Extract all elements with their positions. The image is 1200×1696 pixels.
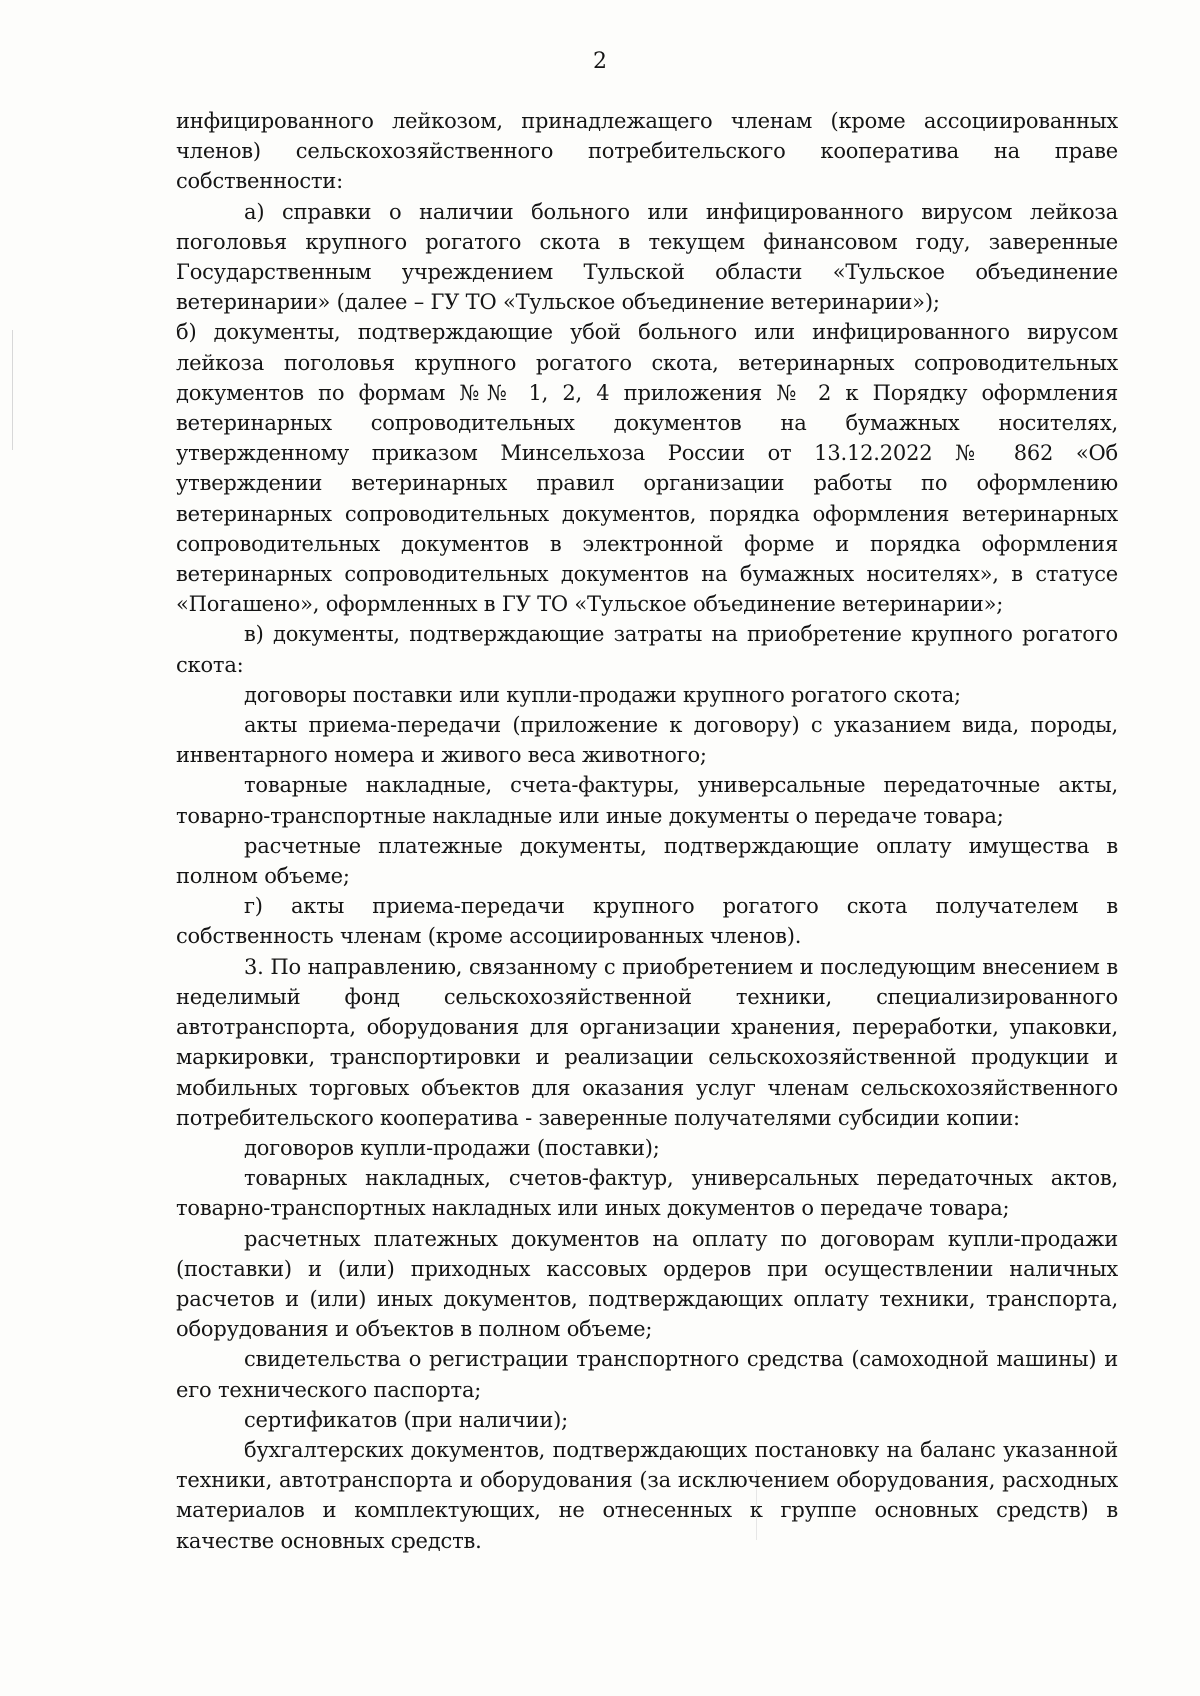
paragraph-registration: свидетельства о регистрации транспортного средства (самоходной машины) и его технического паспорта; xyxy=(176,1347,1118,1402)
paragraph-payment-documents: расчетных платежных документов на оплату по договорам купли-продажи (поставки) и (или) приходных кассовых ордеров при осуществлении наличных расчетов и (или) иных документов, подтверждающих оплату техники, транспорта, оборудования и объектов в полном объеме; xyxy=(176,1226,1118,1342)
paragraph-payments: расчетные платежные документы, подтверждающие оплату имущества в полном объеме; xyxy=(176,833,1118,889)
paragraph-item-g: г) акты приема-передачи крупного рогатого скота получателем в собственность членам (кроме ассоциированных членов). xyxy=(176,894,1118,949)
paragraph-accounting: бухгалтерских документов, подтверждающих постановку на баланс указанной техники, автотранспорта и оборудования (за исключением оборудования, расходных материалов и комплектующих, не отнесенных к группе основных средств) в качестве основных средств. xyxy=(176,1437,1118,1553)
paragraph-item-v: в) документы, подтверждающие затраты на приобретение крупного рогатого скота: xyxy=(176,622,1118,677)
paragraph-certificates: сертификатов (при наличии); xyxy=(244,1407,568,1432)
document-body xyxy=(176,106,1118,1556)
scan-edge-mark xyxy=(12,330,13,450)
paragraph-invoices: товарные накладные, счета-фактуры, универсальные передаточные акты, товарно-транспортные накладные или иные документы о передаче товара; xyxy=(176,773,1118,828)
paragraph-purchase-contracts: договоров купли-продажи (поставки); xyxy=(244,1135,660,1160)
paragraph-item-a: а) справки о наличии больного или инфицированного вирусом лейкоза поголовья крупного рогатого скота в текущем финансовом году, заверенные Государственным учреждением Тульской области «Тульское объединение ветеринарии» (далее – ГУ ТО «Тульское объединение ветеринарии»); xyxy=(176,199,1118,315)
page-number: 2 xyxy=(593,49,607,74)
paragraph-acts: акты приема-передачи (приложение к договору) с указанием вида, породы, инвентарного номера и живого веса животного; xyxy=(176,713,1118,768)
paragraph-item-b: б) документы, подтверждающие убой больного или инфицированного вирусом лейкоза поголовья крупного рогатого скота, ветеринарных сопроводительных документов по формам №№ 1, 2, 4 приложения № 2 к Порядку оформления ветеринарных сопроводительных документов на бумажных носителях, утвержденному приказом Минсельхоза России от 13.12.2022 № 862 «Об утверждении ветеринарных правил организации работы по оформлению ветеринарных сопроводительных документов, порядка оформления ветеринарных сопроводительных документов в электронной форме и порядка оформления ветеринарных сопроводительных документов на бумажных носителях», в статусе «Погашено», оформленных в ГУ ТО «Тульское объединение ветеринарии»; xyxy=(176,320,1118,617)
paragraph-continuation: инфицированного лейкозом, принадлежащего членам (кроме ассоциированных членов) сельскохозяйственного потребительского кооператива на праве собственности: xyxy=(176,109,1118,194)
paragraph-section-3: 3. По направлению, связанному с приобретением и последующим внесением в неделимый фонд сельскохозяйственной техники, специализированного автотранспорта, оборудования для организации хранения, переработки, упаковки, маркировки, транспортировки и реализации сельскохозяйственной продукции и мобильных торговых объектов для оказания услуг членам сельскохозяйственного потребительского кооператива - заверенные получателями субсидии копии: xyxy=(176,954,1118,1130)
paragraph-contracts: договоры поставки или купли-продажи крупного рогатого скота; xyxy=(244,682,961,707)
paragraph-waybills: товарных накладных, счетов-фактур, универсальных передаточных актов, товарно-транспортных накладных или иных документов о передаче товара; xyxy=(176,1166,1118,1221)
